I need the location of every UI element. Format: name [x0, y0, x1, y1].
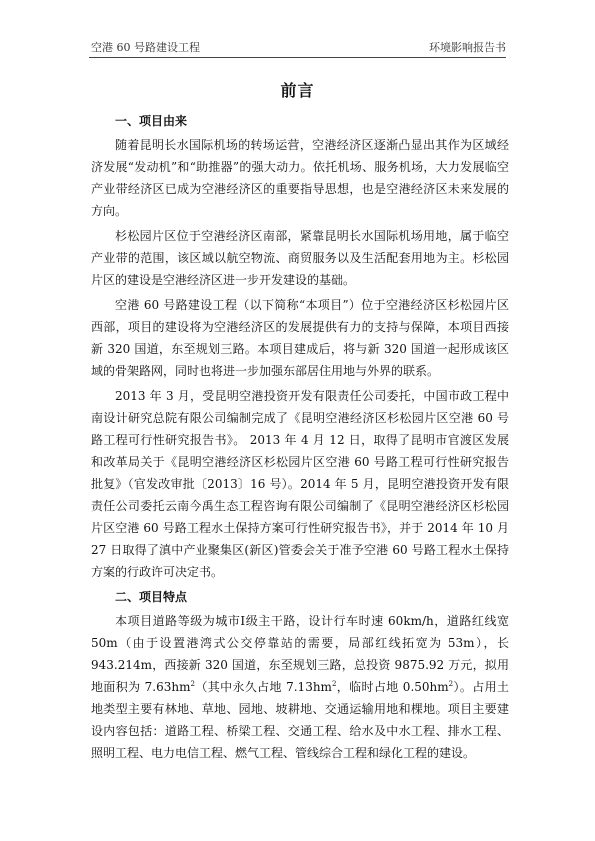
superscript: 2	[448, 680, 454, 688]
section-heading-features: 二、项目特点	[115, 590, 188, 604]
paragraph: 空港 60 号路建设工程（以下简称“本项目”）位于空港经济区杉松园片区西部，项目的建设将为空港经济区的发展提供有力的支持与保障，本项目西接新 320 国道，东至规划三路。本项目建成后，将与新 320 国道一起形成该区域的骨架路网，同时也将进一步加强东部居住用地与外界的联系。	[91, 298, 509, 378]
text-run: （其中永久占地 7.13hm	[194, 680, 332, 694]
page-title: 前言	[280, 81, 315, 100]
header-project-name: 空港 60 号路建设工程	[91, 41, 200, 54]
text-run: ，临时占地 0.50hm	[336, 680, 449, 694]
superscript: 2	[331, 680, 337, 688]
superscript: 2	[190, 680, 195, 688]
paragraph	[91, 610, 509, 764]
text-run: ）。占用土地类型主要有林地、草地、园地、坡耕地、交通运输用地和棵地。项目主要建设内容包括：道路工程、桥梁工程、交通工程、给水及中水工程、排水工程、照明工程、电力电信工程、燃气工程、管线综合工程和绿化工程的建设。	[91, 680, 509, 760]
paragraph: 杉松园片区位于空港经济区南部，紧靠昆明长水国际机场用地，属于临空产业带的范围，该区域以航空物流、商贸服务以及生活配套用地为主。杉松园片区的建设是空港经济区进一步开发建设的基础。	[91, 229, 509, 287]
header-divider	[89, 57, 506, 58]
document-body	[91, 110, 509, 767]
running-header	[91, 41, 506, 57]
header-document-type: 环境影响报告书	[429, 41, 506, 54]
text-run: 本项目道路等级为城市Ⅰ级主干路，设计行车时速 60km/h，道路红线宽 50m（由于设置港湾式公交停靠站的需要，局部红线拓宽为 53m），长 943.214m，西接新 320 国道，东至规划三路，总投资 9875.92 万元，拟用地面积为 7.63hm	[91, 614, 509, 694]
section-heading-background: 一、项目由来	[115, 114, 188, 128]
paragraph: 随着昆明长水国际机场的转场运营，空港经济区逐渐凸显出其作为区域经济发展“发动机”和“助推器”的强大动力。依托机场、服务机场，大力发展临空产业带经济区已成为空港经济区的重要指导思想，也是空港经济区未来发展的方向。	[91, 138, 509, 218]
paragraph: 2013 年 3 月，受昆明空港投资开发有限责任公司委托，中国市政工程中南设计研究总院有限公司编制完成了《昆明空港经济区杉松园片区空港 60 号路工程可行性研究报告书》。 2013 年 4 月 12 日，取得了昆明市官渡区发展和改革局关于《昆明空港经济区杉松园片区空港 60 号路工程可行性研究报告批复》（官发改审批〔2013〕16 号）。2014 年 5 月，昆明空港投资开发有限责任公司委托云南今禹生态工程咨询有限公司编制了《昆明空港经济区杉松园片区空港 60 号路工程水土保持方案可行性研究报告书》，并于 2014 年 10 月 27 日取得了滇中产业聚集区(新区)管委会关于准予空港 60 号路工程水土保持方案的行政许可决定书。	[91, 389, 509, 579]
